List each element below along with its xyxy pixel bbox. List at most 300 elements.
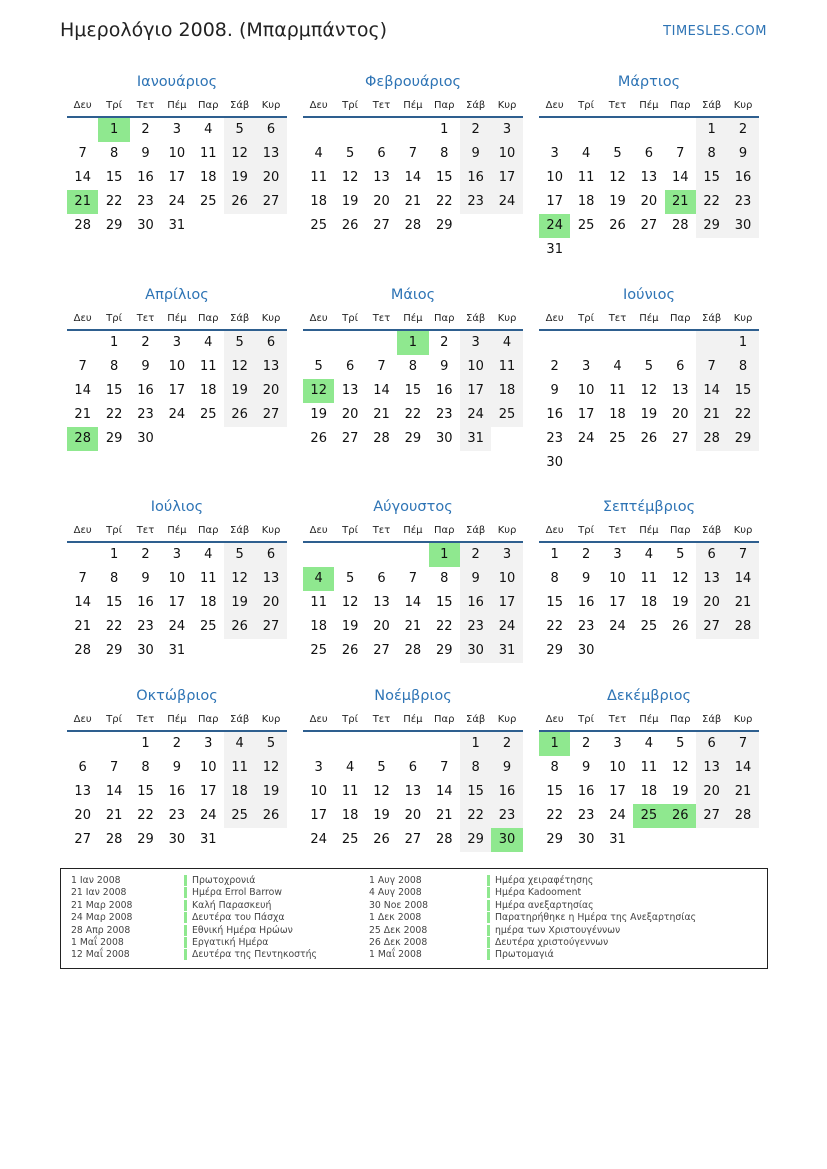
- day-cell[interactable]: 17: [491, 166, 522, 190]
- day-cell[interactable]: 22: [546, 619, 563, 634]
- day-cell[interactable]: 28: [696, 427, 727, 451]
- day-cell[interactable]: 27: [671, 431, 689, 446]
- day-cell[interactable]: 29: [404, 431, 422, 446]
- day-cell[interactable]: 23: [577, 808, 595, 823]
- day-cell[interactable]: 30: [577, 832, 595, 847]
- day-cell[interactable]: 28: [74, 643, 91, 658]
- holiday-day-cell[interactable]: 30: [491, 828, 522, 852]
- day-cell[interactable]: 24: [609, 619, 626, 634]
- day-cell[interactable]: 24: [460, 403, 491, 427]
- day-cell[interactable]: 26: [373, 832, 390, 847]
- day-cell[interactable]: 3: [491, 118, 522, 142]
- day-cell[interactable]: 7: [78, 146, 87, 161]
- day-cell[interactable]: 28: [727, 804, 758, 828]
- day-cell[interactable]: 22: [105, 619, 123, 634]
- day-cell[interactable]: 8: [440, 146, 449, 161]
- day-cell[interactable]: 8: [727, 355, 758, 379]
- day-cell[interactable]: 21: [727, 780, 758, 804]
- day-cell[interactable]: 29: [696, 214, 727, 238]
- day-cell[interactable]: 1: [460, 732, 491, 756]
- day-cell[interactable]: 6: [377, 146, 386, 161]
- day-cell[interactable]: 3: [613, 736, 622, 751]
- day-cell[interactable]: 19: [341, 194, 359, 209]
- day-cell[interactable]: 14: [404, 595, 422, 610]
- day-cell[interactable]: 25: [640, 619, 658, 634]
- day-cell[interactable]: 24: [491, 615, 522, 639]
- day-cell[interactable]: 21: [435, 808, 453, 823]
- day-cell[interactable]: 4: [204, 122, 213, 137]
- day-cell[interactable]: 16: [577, 595, 595, 610]
- day-cell[interactable]: 18: [310, 194, 327, 209]
- day-cell[interactable]: 16: [546, 407, 563, 422]
- day-cell[interactable]: 28: [404, 218, 422, 233]
- day-cell[interactable]: 4: [644, 547, 653, 562]
- day-cell[interactable]: 2: [141, 122, 150, 137]
- day-cell[interactable]: 2: [141, 335, 150, 350]
- day-cell[interactable]: 31: [168, 643, 186, 658]
- day-cell[interactable]: 14: [74, 595, 91, 610]
- day-cell[interactable]: 9: [141, 146, 150, 161]
- day-cell[interactable]: 19: [224, 591, 255, 615]
- day-cell[interactable]: 22: [404, 407, 422, 422]
- day-cell[interactable]: 20: [373, 194, 390, 209]
- day-cell[interactable]: 13: [373, 170, 390, 185]
- day-cell[interactable]: 20: [255, 379, 286, 403]
- day-cell[interactable]: 20: [74, 808, 91, 823]
- day-cell[interactable]: 2: [440, 335, 449, 350]
- day-cell[interactable]: 7: [727, 543, 758, 567]
- day-cell[interactable]: 7: [408, 571, 417, 586]
- day-cell[interactable]: 18: [640, 595, 658, 610]
- day-cell[interactable]: 5: [377, 760, 386, 775]
- day-cell[interactable]: 2: [491, 732, 522, 756]
- day-cell[interactable]: 23: [168, 808, 186, 823]
- day-cell[interactable]: 30: [435, 431, 453, 446]
- day-cell[interactable]: 25: [341, 832, 359, 847]
- day-cell[interactable]: 23: [137, 407, 154, 422]
- day-cell[interactable]: 11: [310, 170, 327, 185]
- day-cell[interactable]: 15: [105, 383, 123, 398]
- day-cell[interactable]: 21: [373, 407, 390, 422]
- day-cell[interactable]: 15: [696, 166, 727, 190]
- day-cell[interactable]: 3: [491, 543, 522, 567]
- day-cell[interactable]: 16: [577, 784, 595, 799]
- day-cell[interactable]: 24: [199, 808, 217, 823]
- day-cell[interactable]: 19: [671, 784, 689, 799]
- day-cell[interactable]: 7: [78, 571, 87, 586]
- day-cell[interactable]: 15: [137, 784, 154, 799]
- day-cell[interactable]: 8: [109, 359, 119, 374]
- day-cell[interactable]: 8: [696, 142, 727, 166]
- day-cell[interactable]: 29: [546, 643, 563, 658]
- day-cell[interactable]: 6: [255, 118, 286, 142]
- day-cell[interactable]: 11: [199, 571, 217, 586]
- day-cell[interactable]: 23: [727, 190, 758, 214]
- day-cell[interactable]: 8: [408, 359, 417, 374]
- day-cell[interactable]: 20: [640, 194, 658, 209]
- day-cell[interactable]: 19: [671, 595, 689, 610]
- day-cell[interactable]: 28: [105, 832, 123, 847]
- day-cell[interactable]: 19: [255, 780, 286, 804]
- day-cell[interactable]: 2: [581, 736, 591, 751]
- day-cell[interactable]: 16: [460, 591, 491, 615]
- day-cell[interactable]: 5: [613, 146, 622, 161]
- day-cell[interactable]: 8: [460, 756, 491, 780]
- day-cell[interactable]: 22: [546, 808, 563, 823]
- day-cell[interactable]: 4: [613, 359, 622, 374]
- day-cell[interactable]: 9: [172, 760, 181, 775]
- day-cell[interactable]: 19: [310, 407, 327, 422]
- day-cell[interactable]: 30: [137, 643, 154, 658]
- day-cell[interactable]: 21: [404, 619, 422, 634]
- day-cell[interactable]: 9: [727, 142, 758, 166]
- day-cell[interactable]: 12: [341, 595, 359, 610]
- day-cell[interactable]: 19: [224, 166, 255, 190]
- day-cell[interactable]: 12: [255, 756, 286, 780]
- day-cell[interactable]: 21: [74, 407, 91, 422]
- day-cell[interactable]: 19: [609, 194, 626, 209]
- day-cell[interactable]: 20: [696, 591, 727, 615]
- day-cell[interactable]: 31: [199, 832, 217, 847]
- day-cell[interactable]: 8: [109, 146, 119, 161]
- day-cell[interactable]: 8: [550, 571, 559, 586]
- day-cell[interactable]: 11: [310, 595, 327, 610]
- day-cell[interactable]: 13: [696, 567, 727, 591]
- day-cell[interactable]: 3: [613, 547, 622, 562]
- day-cell[interactable]: 13: [696, 756, 727, 780]
- day-cell[interactable]: 11: [341, 784, 359, 799]
- day-cell[interactable]: 14: [74, 383, 91, 398]
- day-cell[interactable]: 18: [310, 619, 327, 634]
- day-cell[interactable]: 19: [224, 379, 255, 403]
- day-cell[interactable]: 11: [199, 359, 217, 374]
- day-cell[interactable]: 11: [640, 571, 658, 586]
- day-cell[interactable]: 17: [310, 808, 327, 823]
- day-cell[interactable]: 25: [310, 643, 327, 658]
- day-cell[interactable]: 23: [546, 431, 563, 446]
- day-cell[interactable]: 26: [224, 403, 255, 427]
- day-cell[interactable]: 15: [435, 170, 453, 185]
- day-cell[interactable]: 27: [255, 403, 286, 427]
- day-cell[interactable]: 26: [671, 619, 689, 634]
- day-cell[interactable]: 7: [676, 146, 685, 161]
- day-cell[interactable]: 14: [696, 379, 727, 403]
- day-cell[interactable]: 17: [168, 383, 186, 398]
- day-cell[interactable]: 31: [460, 427, 491, 451]
- day-cell[interactable]: 25: [199, 194, 217, 209]
- day-cell[interactable]: 29: [105, 218, 123, 233]
- day-cell[interactable]: 7: [696, 355, 727, 379]
- day-cell[interactable]: 20: [373, 619, 390, 634]
- day-cell[interactable]: 26: [224, 615, 255, 639]
- day-cell[interactable]: 2: [727, 118, 758, 142]
- day-cell[interactable]: 12: [373, 784, 390, 799]
- day-cell[interactable]: 16: [727, 166, 758, 190]
- day-cell[interactable]: 10: [491, 142, 522, 166]
- day-cell[interactable]: 6: [696, 732, 727, 756]
- day-cell[interactable]: 13: [255, 142, 286, 166]
- day-cell[interactable]: 22: [137, 808, 154, 823]
- day-cell[interactable]: 21: [727, 591, 758, 615]
- day-cell[interactable]: 18: [577, 194, 595, 209]
- day-cell[interactable]: 11: [640, 760, 658, 775]
- day-cell[interactable]: 28: [435, 832, 453, 847]
- day-cell[interactable]: 18: [491, 379, 522, 403]
- day-cell[interactable]: 9: [440, 359, 449, 374]
- day-cell[interactable]: 18: [341, 808, 359, 823]
- day-cell[interactable]: 3: [581, 359, 591, 374]
- day-cell[interactable]: 25: [224, 804, 255, 828]
- day-cell[interactable]: 10: [199, 760, 217, 775]
- day-cell[interactable]: 6: [696, 543, 727, 567]
- day-cell[interactable]: 18: [199, 170, 217, 185]
- day-cell[interactable]: 12: [609, 170, 626, 185]
- day-cell[interactable]: 14: [373, 383, 390, 398]
- day-cell[interactable]: 13: [671, 383, 689, 398]
- day-cell[interactable]: 30: [460, 639, 491, 663]
- day-cell[interactable]: 4: [204, 547, 213, 562]
- day-cell[interactable]: 5: [224, 543, 255, 567]
- day-cell[interactable]: 28: [373, 431, 390, 446]
- day-cell[interactable]: 15: [546, 595, 563, 610]
- day-cell[interactable]: 16: [137, 170, 154, 185]
- day-cell[interactable]: 3: [204, 736, 213, 751]
- day-cell[interactable]: 26: [341, 643, 359, 658]
- day-cell[interactable]: 9: [550, 383, 559, 398]
- day-cell[interactable]: 20: [341, 407, 359, 422]
- day-cell[interactable]: 11: [609, 383, 626, 398]
- day-cell[interactable]: 17: [460, 379, 491, 403]
- day-cell[interactable]: 4: [314, 146, 323, 161]
- day-cell[interactable]: 14: [727, 756, 758, 780]
- day-cell[interactable]: 1: [696, 118, 727, 142]
- day-cell[interactable]: 10: [310, 784, 327, 799]
- day-cell[interactable]: 16: [168, 784, 186, 799]
- day-cell[interactable]: 27: [373, 218, 390, 233]
- day-cell[interactable]: 16: [491, 780, 522, 804]
- day-cell[interactable]: 9: [491, 756, 522, 780]
- day-cell[interactable]: 6: [644, 146, 653, 161]
- day-cell[interactable]: 17: [491, 591, 522, 615]
- day-cell[interactable]: 6: [78, 760, 87, 775]
- day-cell[interactable]: 11: [491, 355, 522, 379]
- site-link[interactable]: TIMESLES.COM: [663, 24, 767, 39]
- day-cell[interactable]: 18: [640, 784, 658, 799]
- day-cell[interactable]: 22: [105, 407, 123, 422]
- day-cell[interactable]: 31: [491, 639, 522, 663]
- day-cell[interactable]: 8: [141, 760, 150, 775]
- day-cell[interactable]: 2: [141, 547, 150, 562]
- day-cell[interactable]: 9: [141, 359, 150, 374]
- day-cell[interactable]: 12: [224, 142, 255, 166]
- day-cell[interactable]: 3: [172, 335, 181, 350]
- day-cell[interactable]: 6: [255, 543, 286, 567]
- day-cell[interactable]: 30: [137, 431, 154, 446]
- day-cell[interactable]: 23: [460, 615, 491, 639]
- day-cell[interactable]: 7: [109, 760, 119, 775]
- day-cell[interactable]: 4: [491, 331, 522, 355]
- day-cell[interactable]: 17: [609, 784, 626, 799]
- holiday-day-cell[interactable]: 21: [665, 190, 696, 214]
- day-cell[interactable]: 24: [609, 808, 626, 823]
- day-cell[interactable]: 9: [581, 760, 591, 775]
- day-cell[interactable]: 13: [255, 567, 286, 591]
- day-cell[interactable]: 14: [671, 170, 689, 185]
- day-cell[interactable]: 4: [644, 736, 653, 751]
- day-cell[interactable]: 26: [255, 804, 286, 828]
- day-cell[interactable]: 30: [577, 643, 595, 658]
- day-cell[interactable]: 26: [310, 431, 327, 446]
- holiday-day-cell[interactable]: 12: [303, 379, 334, 403]
- day-cell[interactable]: 27: [255, 190, 286, 214]
- day-cell[interactable]: 17: [168, 170, 186, 185]
- day-cell[interactable]: 1: [109, 335, 119, 350]
- day-cell[interactable]: 24: [310, 832, 327, 847]
- day-cell[interactable]: 27: [640, 218, 658, 233]
- day-cell[interactable]: 23: [435, 407, 453, 422]
- day-cell[interactable]: 3: [314, 760, 323, 775]
- day-cell[interactable]: 20: [255, 591, 286, 615]
- day-cell[interactable]: 4: [581, 146, 591, 161]
- day-cell[interactable]: 4: [224, 732, 255, 756]
- day-cell[interactable]: 14: [105, 784, 123, 799]
- day-cell[interactable]: 7: [727, 732, 758, 756]
- day-cell[interactable]: 26: [640, 431, 658, 446]
- day-cell[interactable]: 11: [199, 146, 217, 161]
- day-cell[interactable]: 19: [373, 808, 390, 823]
- day-cell[interactable]: 14: [727, 567, 758, 591]
- day-cell[interactable]: 10: [546, 170, 563, 185]
- day-cell[interactable]: 7: [408, 146, 417, 161]
- day-cell[interactable]: 5: [644, 359, 653, 374]
- day-cell[interactable]: 12: [341, 170, 359, 185]
- day-cell[interactable]: 3: [550, 146, 559, 161]
- day-cell[interactable]: 17: [577, 407, 595, 422]
- day-cell[interactable]: 29: [105, 431, 123, 446]
- day-cell[interactable]: 29: [546, 832, 563, 847]
- day-cell[interactable]: 9: [141, 571, 150, 586]
- day-cell[interactable]: 5: [224, 118, 255, 142]
- day-cell[interactable]: 10: [609, 571, 626, 586]
- day-cell[interactable]: 30: [168, 832, 186, 847]
- holiday-day-cell[interactable]: 1: [98, 118, 129, 142]
- day-cell[interactable]: 26: [341, 218, 359, 233]
- day-cell[interactable]: 11: [224, 756, 255, 780]
- day-cell[interactable]: 18: [199, 595, 217, 610]
- day-cell[interactable]: 14: [74, 170, 91, 185]
- day-cell[interactable]: 2: [172, 736, 181, 751]
- day-cell[interactable]: 18: [609, 407, 626, 422]
- holiday-day-cell[interactable]: 4: [303, 567, 334, 591]
- day-cell[interactable]: 21: [105, 808, 123, 823]
- day-cell[interactable]: 11: [577, 170, 595, 185]
- day-cell[interactable]: 16: [460, 166, 491, 190]
- day-cell[interactable]: 9: [581, 571, 591, 586]
- day-cell[interactable]: 14: [404, 170, 422, 185]
- day-cell[interactable]: 21: [696, 403, 727, 427]
- day-cell[interactable]: 25: [491, 403, 522, 427]
- day-cell[interactable]: 8: [109, 571, 119, 586]
- day-cell[interactable]: 22: [696, 190, 727, 214]
- holiday-day-cell[interactable]: 24: [539, 214, 570, 238]
- day-cell[interactable]: 31: [168, 218, 186, 233]
- day-cell[interactable]: 13: [404, 784, 422, 799]
- day-cell[interactable]: 23: [491, 804, 522, 828]
- day-cell[interactable]: 29: [435, 218, 453, 233]
- day-cell[interactable]: 17: [168, 595, 186, 610]
- day-cell[interactable]: 30: [137, 218, 154, 233]
- day-cell[interactable]: 17: [609, 595, 626, 610]
- day-cell[interactable]: 16: [137, 383, 154, 398]
- day-cell[interactable]: 10: [577, 383, 595, 398]
- day-cell[interactable]: 28: [74, 218, 91, 233]
- day-cell[interactable]: 13: [341, 383, 359, 398]
- day-cell[interactable]: 10: [491, 567, 522, 591]
- day-cell[interactable]: 27: [373, 643, 390, 658]
- day-cell[interactable]: 25: [577, 218, 595, 233]
- day-cell[interactable]: 28: [404, 643, 422, 658]
- day-cell[interactable]: 10: [609, 760, 626, 775]
- day-cell[interactable]: 29: [105, 643, 123, 658]
- day-cell[interactable]: 23: [137, 619, 154, 634]
- day-cell[interactable]: 12: [640, 383, 658, 398]
- day-cell[interactable]: 22: [727, 403, 758, 427]
- day-cell[interactable]: 15: [105, 170, 123, 185]
- day-cell[interactable]: 5: [345, 571, 355, 586]
- day-cell[interactable]: 22: [460, 804, 491, 828]
- day-cell[interactable]: 29: [137, 832, 154, 847]
- day-cell[interactable]: 1: [550, 547, 559, 562]
- day-cell[interactable]: 15: [460, 780, 491, 804]
- day-cell[interactable]: 4: [204, 335, 213, 350]
- day-cell[interactable]: 26: [609, 218, 626, 233]
- day-cell[interactable]: 24: [577, 431, 595, 446]
- day-cell[interactable]: 9: [460, 567, 491, 591]
- day-cell[interactable]: 27: [341, 431, 359, 446]
- day-cell[interactable]: 6: [345, 359, 355, 374]
- day-cell[interactable]: 6: [676, 359, 685, 374]
- day-cell[interactable]: 2: [460, 543, 491, 567]
- holiday-day-cell[interactable]: 1: [397, 331, 428, 355]
- day-cell[interactable]: 20: [696, 780, 727, 804]
- day-cell[interactable]: 23: [577, 619, 595, 634]
- day-cell[interactable]: 22: [435, 194, 453, 209]
- day-cell[interactable]: 1: [727, 331, 758, 355]
- day-cell[interactable]: 29: [435, 643, 453, 658]
- day-cell[interactable]: 5: [314, 359, 323, 374]
- day-cell[interactable]: 7: [78, 359, 87, 374]
- day-cell[interactable]: 30: [727, 214, 758, 238]
- day-cell[interactable]: 18: [224, 780, 255, 804]
- day-cell[interactable]: 27: [74, 832, 91, 847]
- day-cell[interactable]: 24: [491, 190, 522, 214]
- day-cell[interactable]: 24: [168, 194, 186, 209]
- day-cell[interactable]: 27: [696, 615, 727, 639]
- day-cell[interactable]: 25: [609, 431, 626, 446]
- day-cell[interactable]: 12: [224, 567, 255, 591]
- day-cell[interactable]: 13: [255, 355, 286, 379]
- day-cell[interactable]: 18: [199, 383, 217, 398]
- day-cell[interactable]: 29: [727, 427, 758, 451]
- day-cell[interactable]: 13: [373, 595, 390, 610]
- day-cell[interactable]: 10: [168, 571, 186, 586]
- day-cell[interactable]: 16: [137, 595, 154, 610]
- day-cell[interactable]: 13: [640, 170, 658, 185]
- day-cell[interactable]: 24: [168, 407, 186, 422]
- day-cell[interactable]: 6: [255, 331, 286, 355]
- day-cell[interactable]: 12: [671, 571, 689, 586]
- day-cell[interactable]: 20: [404, 808, 422, 823]
